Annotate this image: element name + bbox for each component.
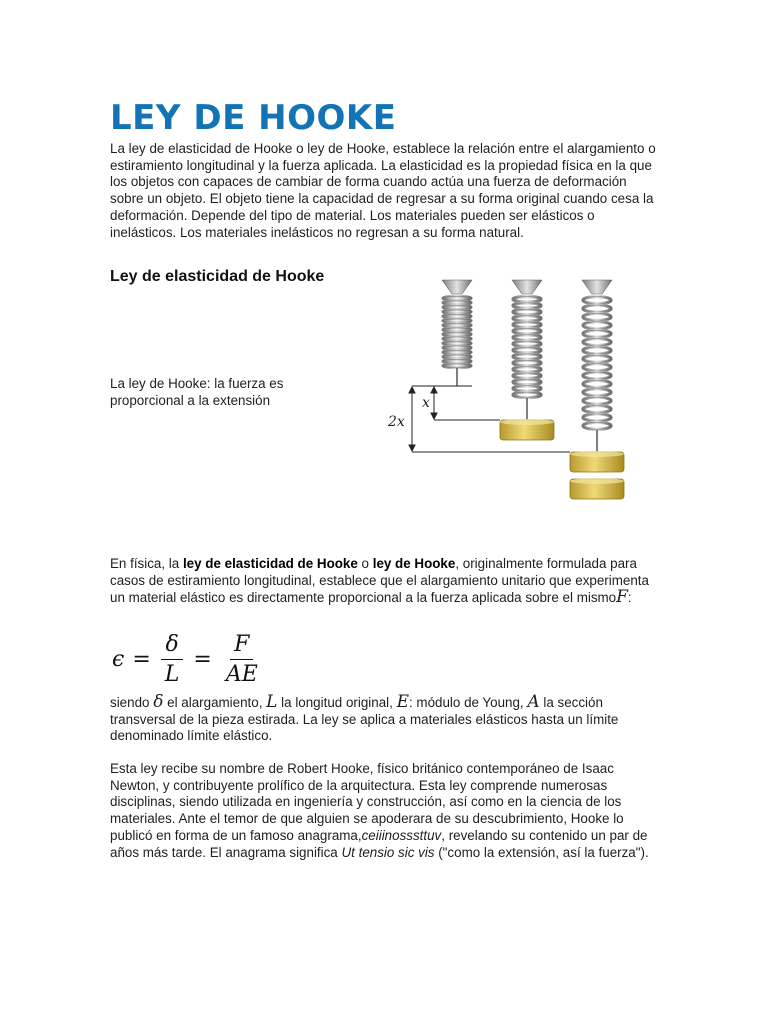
math-var-e: E [396, 692, 409, 712]
term-ley-de-hooke: ley de Hooke [372, 556, 456, 571]
hook-cones [442, 280, 612, 294]
math-var-delta: δ [153, 692, 164, 712]
weight-double [570, 451, 624, 499]
spring-two-weights [583, 297, 611, 430]
label-2x: 2x [388, 414, 405, 430]
figure-caption: La ley de Hooke: la fuerza es proporcional a la extensión [110, 376, 284, 408]
hooke-formula: ϵ = $\frac{\delta}{L}$ = $\frac{F}{AE}$ [112, 632, 258, 687]
hooke-springs-figure [382, 276, 642, 506]
section-heading: Ley de elasticidad de Hooke [110, 268, 325, 285]
page-title: LEY DE HOOKE [110, 98, 397, 138]
weight-single [500, 419, 554, 440]
math-var-l: L [266, 692, 278, 712]
spring-unloaded [443, 296, 471, 367]
explanation-paragraph: siendo δ el alargamiento, L la longitud original, E: módulo de Young, A la sección transversal de la pieza estirada. La ley se aplica a materiales elásticos hasta un límite denominado límite elástico. [110, 692, 619, 744]
label-x: x [422, 395, 430, 411]
math-var-a: A [527, 692, 540, 712]
history-paragraph: Esta ley recibe su nombre de Robert Hooke, físico británico contemporáneo de Isaac Newton, y contribuyente prolífico de la arquitectura. Esta ley comprende numerosas disciplinas, siendo utilizada en ingeniería y construcción, así como en la ciencia de los materiales. Ante el temor de que alguien se apoderara de su descubrimiento, Hooke lo publicó en forma de un famoso anagrama,ceiiinosssttuv, revelando su contenido un par de años más tarde. El anagrama significa Ut tensio sic vis ("como la extensión, así la fuerza"). [110, 761, 649, 860]
extension-markers [409, 386, 570, 452]
anagram-text: ceiiinosssttuv [361, 827, 442, 843]
term-hooke-law: ley de elasticidad de Hooke [182, 556, 358, 571]
latin-phrase: Ut tensio sic vis [341, 844, 435, 860]
intro-paragraph: La ley de elasticidad de Hooke o ley de Hooke, establece la relación entre el alargamiento o estiramiento longitudinal y la fuerza aplicada. La elasticidad es la propiedad física en la que los objetos con capaces de cambiar de forma cuando actúa una fuerza de deformación sobre un objeto. El objeto tiene la capacidad de regresar a su forma original cuando cesa la deformación. Depende del tipo de material. Los materiales pueden ser elásticos o inelásticos. Los materiales inelásticos no regresan a su forma natural. [110, 141, 656, 240]
spring-one-weight [513, 297, 541, 398]
math-var-f: F [616, 587, 628, 608]
definition-paragraph: En física, la ley de elasticidad de Hooke o ley de Hooke, originalmente formulada para casos de estiramiento longitudinal, establece que el alargamiento unitario que experimenta un material elástico es directamente proporcional a la fuerza aplicada sobre el mismoF: [110, 556, 649, 608]
